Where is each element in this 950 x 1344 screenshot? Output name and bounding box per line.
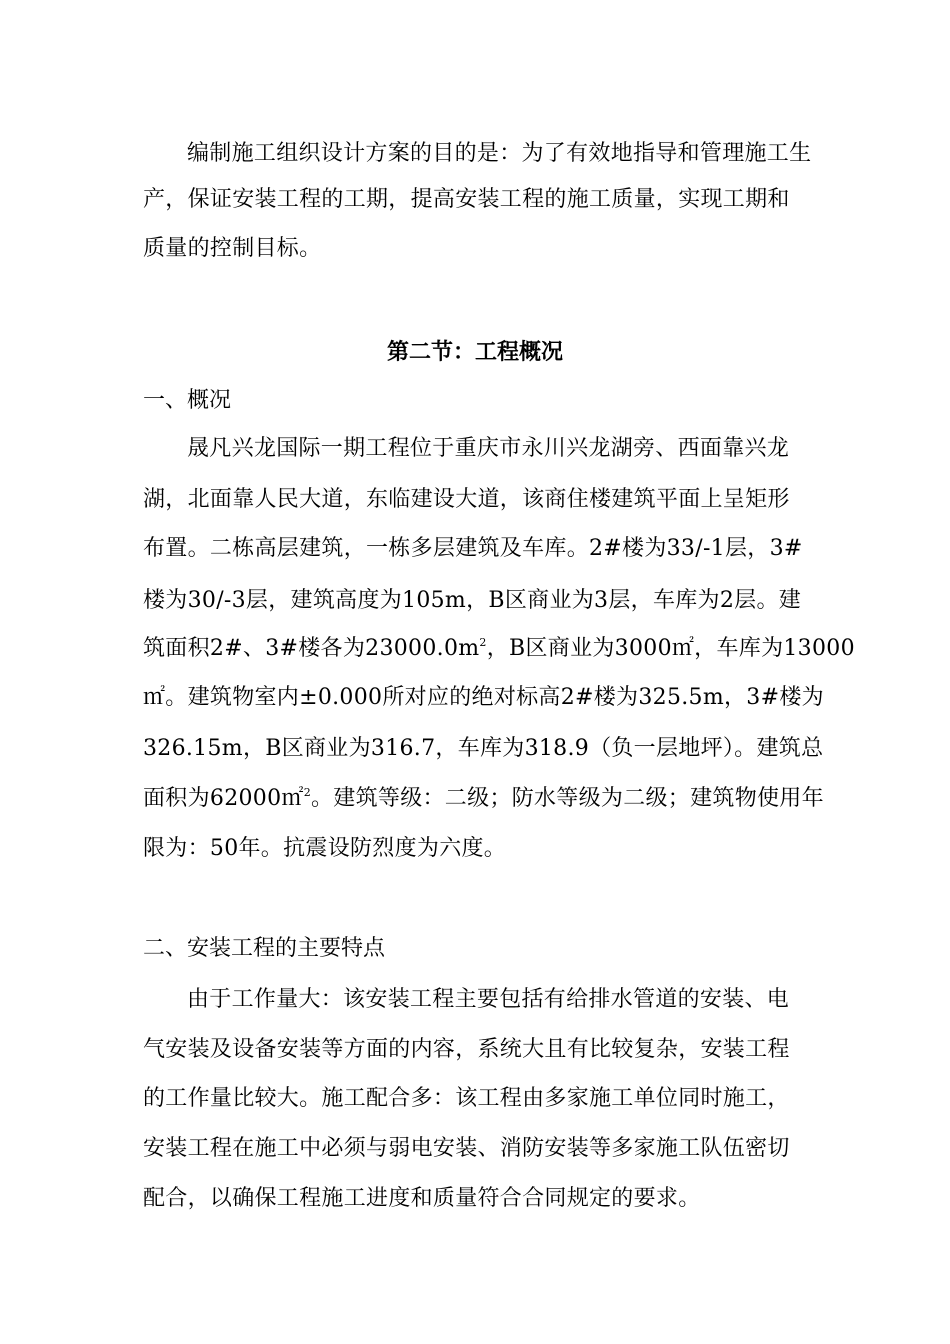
features-line-1: 由于工作量大：该安装工程主要包括有给排水管道的安装、电 (187, 987, 790, 1012)
intro-line-3: 质量的控制目标。 (143, 236, 322, 261)
section-title: 第二节：工程概况 (386, 339, 563, 365)
overview-line-7: 326.15m，B区商业为316.7，车库为318.9（负一层地坪）。建筑总 (143, 736, 824, 761)
features-line-2: 气安装及设备安装等方面的内容，系统大且有比较复杂，安装工程 (143, 1037, 790, 1062)
overview-line-8-a: 面积为62000㎡ (143, 786, 304, 811)
overview-heading: 一、概况 (143, 388, 232, 413)
features-heading: 二、安装工程的主要特点 (143, 936, 386, 961)
intro-line-1: 编制施工组织设计方案的目的是：为了有效地指导和管理施工生 (187, 141, 812, 166)
overview-line-5 (143, 634, 855, 664)
overview-line-5-b: ，B区商业为3000㎡，车库为13000 (486, 636, 855, 661)
features-line-4: 安装工程在施工中必须与弱电安装、消防安装等多家施工队伍密切 (143, 1136, 790, 1161)
features-line-5: 配合，以确保工程施工进度和质量符合合同规定的要求。 (143, 1186, 701, 1211)
overview-line-8-b: 。建筑等级：二级；防水等级为二级；建筑物使用年 (311, 786, 824, 811)
overview-line-1: 晟凡兴龙国际一期工程位于重庆市永川兴龙湖旁、西面靠兴龙 (187, 436, 790, 461)
superscript-2: 2 (303, 786, 311, 799)
intro-line-2: 产，保证安装工程的工期，提高安装工程的施工质量，实现工期和 (143, 187, 790, 212)
overview-line-8 (143, 784, 824, 814)
superscript-2: 2 (479, 636, 487, 649)
overview-line-9: 限为：50年。抗震设防烈度为六度。 (143, 836, 507, 861)
features-line-3: 的工作量比较大。施工配合多：该工程由多家施工单位同时施工， (143, 1086, 790, 1111)
overview-line-5-a: 筑面积2#、3#楼各为23000.0m (143, 636, 480, 661)
overview-line-2: 湖，北面靠人民大道，东临建设大道，该商住楼建筑平面上呈矩形 (143, 487, 790, 512)
overview-line-4: 楼为30/-3层，建筑高度为105m，B区商业为3层，车库为2层。建 (143, 588, 802, 613)
overview-line-3: 布置。二栋高层建筑，一栋多层建筑及车库。2#楼为33/-1层，3# (143, 536, 803, 561)
overview-line-6: ㎡。建筑物室内±0.000所对应的绝对标高2#楼为325.5m，3#楼为 (143, 685, 824, 710)
